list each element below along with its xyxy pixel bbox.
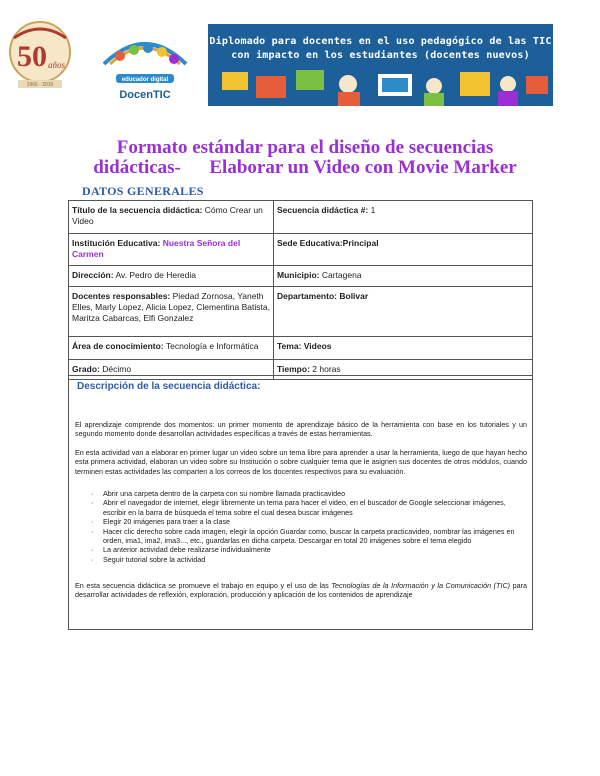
sede-label: Sede Educativa: xyxy=(277,238,343,248)
description-paragraph-2: En esta actividad van a elaborar en primer lugar un video sobre un tema libre para aprender a usar la herramienta, luego de que hayan hecho esta primera actividad, elaboran un video sobre su Institución o sobre cualquier tema que le asignen sus docentes de otros módulos, cuando terminen estas actividades las comparten a los correos de los docentes respectivos para su evaluación. xyxy=(75,448,527,476)
step-text: Hacer clic derecho sobre cada imagen, elegir la opción Guardar como, buscar la carpeta practicavideo, nombrar las imágenes en orden, ima1, ima2, ima3..., etc., guardarlas en dicha carpeta. Descargar en total 20 imágenes sobre el tema elegido xyxy=(103,526,515,546)
docentes-cell xyxy=(69,287,274,337)
list-item xyxy=(77,545,525,554)
document-title xyxy=(60,138,550,178)
secuencia-cell xyxy=(274,201,533,234)
titulo-label: Título de la secuencia didáctica: xyxy=(72,205,203,215)
svg-text:1966 - 2016: 1966 - 2016 xyxy=(26,82,54,88)
tiempo-value: 2 horas xyxy=(312,364,341,374)
description-paragraph-1: El aprendizaje comprende dos momentos: un primer momento de aprendizaje básico de la herramienta con base en los tutoriales y un segundo momento donde desarrollan actividades específicas a través de estas herramientas. xyxy=(75,420,527,439)
institucion-value: Nuestra Señora del Carmen xyxy=(72,238,241,259)
banner-line-2: con impacto en los estudiantes (docentes nuevos) xyxy=(231,50,530,61)
description-paragraph-3 xyxy=(75,581,527,600)
title-line-1: Formato estándar para el diseño de secuencias xyxy=(116,137,494,158)
direccion-cell xyxy=(69,266,274,287)
area-cell xyxy=(69,337,274,360)
diplomado-banner xyxy=(208,24,553,106)
school-seal-logo xyxy=(4,18,76,96)
municipio-label: Municipio: xyxy=(277,270,320,280)
sede-cell xyxy=(274,234,533,266)
tiempo-label: Tiempo: xyxy=(277,364,310,374)
svg-text:DocenTIC: DocenTIC xyxy=(119,89,171,101)
step-text: La anterior actividad debe realizarse individualmente xyxy=(103,545,271,555)
departamento-value: Bolivar xyxy=(339,291,369,301)
docentes-label: Docentes responsables: xyxy=(72,291,171,301)
page-header xyxy=(0,0,600,108)
step-text: Abrir una carpeta dentro de la carpeta con su nombre llamada practicavideo xyxy=(103,489,346,498)
docentic-logo xyxy=(90,26,200,108)
list-item xyxy=(77,555,525,564)
title-line-2: didácticas- Elaborar un Video con Movie Marker xyxy=(93,157,517,178)
list-item xyxy=(77,489,525,498)
secuencia-label: Secuencia didáctica #: xyxy=(277,205,369,215)
grado-value: Décimo xyxy=(102,364,132,374)
table-row xyxy=(69,266,533,287)
institucion-label: Institución Educativa: xyxy=(72,238,161,248)
secuencia-value: 1 xyxy=(370,205,376,215)
tema-label: Tema: xyxy=(277,341,302,351)
description-title: Descripción de la secuencia didáctica: xyxy=(77,381,261,392)
step-text: Elegir 20 imágenes para traer a la clase xyxy=(103,517,231,527)
departamento-cell xyxy=(274,287,533,337)
p3-text-emphasis: Tecnologías de la Información y la Comunicación (TIC) xyxy=(331,581,511,590)
titulo-value: Cómo Crear un Video xyxy=(72,205,263,226)
general-data-table xyxy=(68,200,533,380)
bullet-icon: · xyxy=(91,489,94,498)
p3-text-b: para desarrollar actividades de reflexión, exploración, producción y aplicación de los contenidos de aprendizaje xyxy=(75,581,527,600)
activity-steps-list xyxy=(77,489,525,564)
section-heading: DATOS GENERALES xyxy=(82,184,204,198)
table-row xyxy=(69,201,533,234)
tema-cell xyxy=(274,337,533,360)
table-row xyxy=(69,287,533,337)
bullet-icon: · xyxy=(91,526,94,536)
grado-label: Grado: xyxy=(72,364,100,374)
municipio-value: Cartagena xyxy=(321,270,362,280)
bullet-icon: · xyxy=(91,554,94,564)
step-text: Seguir tutorial sobre la actividad xyxy=(103,554,206,564)
p3-text-a: En esta secuencia didáctica se promueve el trabajo en equipo y el uso de las xyxy=(75,581,332,590)
bullet-icon: · xyxy=(91,517,94,527)
step-text: Abrir el navegador de internet, elegir libremente un tema para hacer el video, en el buscador de Google seleccionar imágenes, escribir en la barra de búsqueda el tema sobre el cual desea buscar imágenes xyxy=(103,498,506,517)
table-row xyxy=(69,337,533,360)
list-item xyxy=(77,517,525,526)
list-item xyxy=(77,498,525,517)
direccion-value: Av. Pedro de Heredia xyxy=(115,270,196,280)
banner-illustration xyxy=(208,66,553,106)
departamento-label: Departamento: xyxy=(277,291,337,301)
sede-value: Principal xyxy=(342,238,379,248)
docentes-value: Piedad Zornosa, Yaneth Elles, Marly Lopez, Alicia Lopez, Clementina Batista, Maritza Cabarcas, Elfi Gonzalez xyxy=(72,291,270,323)
banner-line-1: Diplomado para docentes en el uso pedagógico de las TIC xyxy=(209,36,552,47)
description-section xyxy=(68,375,533,630)
area-value: Tecnología e Informática xyxy=(165,341,259,351)
institucion-cell xyxy=(69,234,274,266)
svg-text:educador digital: educador digital xyxy=(121,77,169,83)
bullet-icon: · xyxy=(91,498,94,508)
table-row xyxy=(69,234,533,266)
bullet-icon: · xyxy=(91,545,94,555)
area-label: Área de conocimiento: xyxy=(72,341,164,351)
list-item xyxy=(77,527,525,546)
direccion-label: Dirección: xyxy=(72,270,114,280)
municipio-cell xyxy=(274,266,533,287)
svg-text:50: 50 xyxy=(17,40,47,73)
svg-text:años: años xyxy=(48,60,66,70)
titulo-cell xyxy=(69,201,274,234)
tema-value: Videos xyxy=(303,341,332,351)
